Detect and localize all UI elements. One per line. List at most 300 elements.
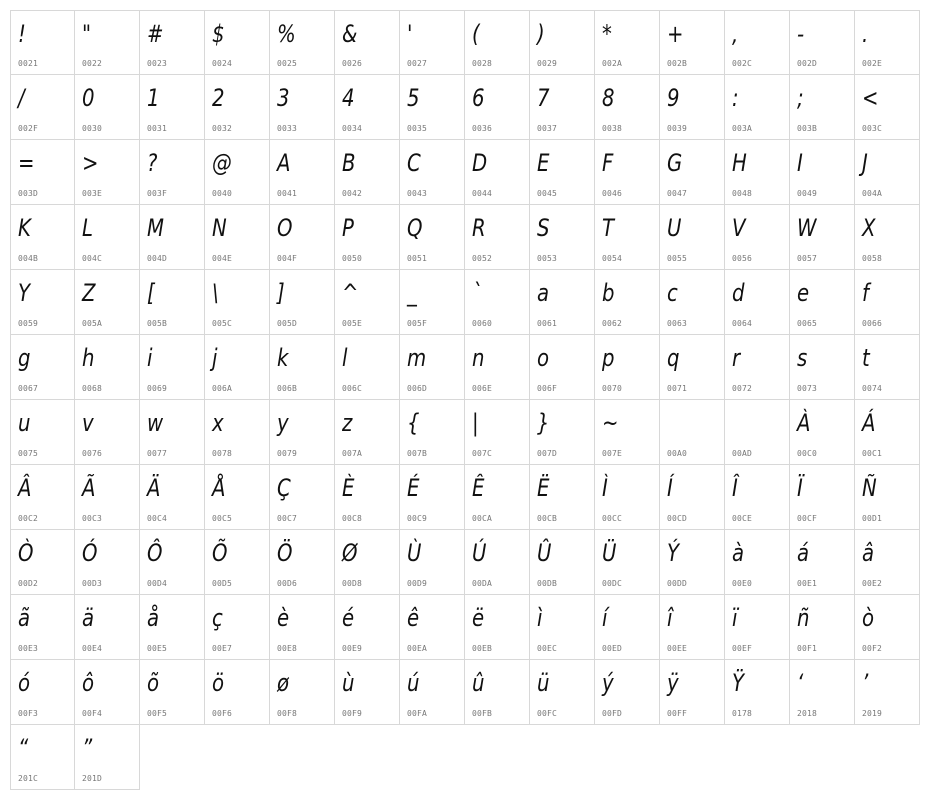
glyph-sample: # [147, 20, 164, 48]
glyph-cell [530, 75, 595, 140]
glyph-cell [465, 660, 530, 725]
glyph-sample: O [277, 214, 293, 242]
glyph-sample: } [537, 409, 550, 437]
glyph-codepoint: 0063 [667, 319, 688, 328]
glyph-cell [335, 530, 400, 595]
glyph-sample: ` [472, 279, 482, 307]
glyph-sample: T [602, 214, 615, 242]
glyph-sample: Ä [147, 474, 161, 502]
glyph-codepoint: 0040 [212, 189, 233, 198]
glyph-codepoint: 006D [407, 384, 428, 393]
glyph-cell [10, 465, 75, 530]
glyph-sample: Á [862, 409, 876, 437]
glyph-codepoint: 00FA [407, 709, 428, 718]
glyph-codepoint: 00C0 [797, 449, 818, 458]
glyph-codepoint: 0052 [472, 254, 493, 263]
glyph-sample: n [472, 344, 485, 372]
glyph-cell [725, 205, 790, 270]
glyph-codepoint: 00C8 [342, 514, 363, 523]
glyph-cell [595, 10, 660, 75]
glyph-sample: q [667, 344, 680, 372]
glyph-sample: õ [147, 669, 160, 697]
glyph-codepoint: 0066 [862, 319, 883, 328]
glyph-cell [530, 595, 595, 660]
glyph-cell [725, 530, 790, 595]
glyph-codepoint: 00F8 [277, 709, 298, 718]
glyph-cell [400, 400, 465, 465]
glyph-sample: x [212, 409, 224, 437]
glyph-codepoint: 005D [277, 319, 298, 328]
glyph-cell [660, 10, 725, 75]
glyph-codepoint: 002A [602, 59, 623, 68]
glyph-codepoint: 0076 [82, 449, 103, 458]
glyph-codepoint: 00C1 [862, 449, 883, 458]
glyph-sample: _ [407, 279, 417, 307]
glyph-cell [335, 205, 400, 270]
glyph-cell [660, 660, 725, 725]
glyph-sample: ö [212, 669, 225, 697]
glyph-cell [140, 465, 205, 530]
glyph-sample: o [537, 344, 550, 372]
glyph-sample: * [602, 20, 612, 48]
glyph-sample: Ú [472, 539, 487, 567]
glyph-codepoint: 00D1 [862, 514, 883, 523]
glyph-codepoint: 00F6 [212, 709, 233, 718]
glyph-sample: @ [212, 149, 232, 177]
glyph-codepoint: 004E [212, 254, 233, 263]
glyph-cell [10, 660, 75, 725]
glyph-sample: ü [537, 669, 550, 697]
glyph-cell [660, 400, 725, 465]
glyph-codepoint: 00D8 [342, 579, 363, 588]
glyph-codepoint: 0072 [732, 384, 753, 393]
glyph-codepoint: 0049 [797, 189, 818, 198]
glyph-codepoint: 00AD [732, 449, 753, 458]
glyph-sample: [ [147, 279, 155, 307]
glyph-sample: Ã [82, 474, 96, 502]
glyph-sample: ' [407, 20, 413, 48]
glyph-sample: h [82, 344, 95, 372]
glyph-sample: ; [797, 84, 804, 112]
glyph-sample: & [342, 20, 358, 48]
glyph-cell [75, 270, 140, 335]
glyph-sample: ý [602, 669, 614, 697]
glyph-sample: U [667, 214, 682, 242]
glyph-cell [335, 10, 400, 75]
glyph-cell [465, 75, 530, 140]
glyph-sample: ” [82, 734, 93, 762]
glyph-sample: : [732, 84, 739, 112]
glyph-codepoint: 00CA [472, 514, 493, 523]
glyph-codepoint: 0070 [602, 384, 623, 393]
glyph-cell [270, 530, 335, 595]
glyph-cell [75, 660, 140, 725]
glyph-sample: Ñ [862, 474, 877, 502]
glyph-cell [725, 400, 790, 465]
glyph-cell [725, 660, 790, 725]
glyph-cell [270, 660, 335, 725]
glyph-cell [335, 335, 400, 400]
glyph-sample: b [602, 279, 615, 307]
glyph-cell [335, 400, 400, 465]
glyph-sample: Å [212, 474, 226, 502]
glyph-codepoint: 0036 [472, 124, 493, 133]
glyph-sample: á [797, 539, 810, 567]
glyph-cell [10, 725, 75, 790]
glyph-cell [140, 400, 205, 465]
glyph-cell [140, 10, 205, 75]
glyph-codepoint: 00FD [602, 709, 623, 718]
glyph-sample: ó [18, 669, 31, 697]
glyph-sample: % [277, 20, 296, 48]
glyph-codepoint: 00EC [537, 644, 558, 653]
glyph-sample: F [602, 149, 614, 177]
glyph-sample: Õ [212, 539, 228, 567]
glyph-cell [530, 270, 595, 335]
glyph-sample: ø [277, 669, 290, 697]
glyph-cell [855, 335, 920, 400]
glyph-codepoint: 0024 [212, 59, 233, 68]
glyph-codepoint: 0056 [732, 254, 753, 263]
glyph-cell [400, 335, 465, 400]
glyph-cell [10, 335, 75, 400]
glyph-cell [855, 465, 920, 530]
glyph-cell [10, 400, 75, 465]
glyph-sample: f [862, 279, 869, 307]
glyph-codepoint: 00F9 [342, 709, 363, 718]
glyph-sample: ^ [342, 279, 359, 307]
glyph-sample: j [212, 344, 218, 372]
glyph-codepoint: 00CD [667, 514, 688, 523]
glyph-cell [595, 270, 660, 335]
glyph-cell [10, 530, 75, 595]
glyph-sample: \ [212, 279, 219, 307]
glyph-cell [790, 530, 855, 595]
glyph-sample: M [147, 214, 164, 242]
glyph-sample: 4 [342, 84, 355, 112]
glyph-codepoint: 0022 [82, 59, 103, 68]
glyph-sample: 0 [82, 84, 95, 112]
glyph-cell [790, 10, 855, 75]
glyph-codepoint: 00FB [472, 709, 493, 718]
glyph-sample: V [732, 214, 746, 242]
glyph-codepoint: 00E5 [147, 644, 168, 653]
glyph-codepoint: 003A [732, 124, 753, 133]
glyph-cell [140, 270, 205, 335]
glyph-codepoint: 0050 [342, 254, 363, 263]
glyph-cell [465, 205, 530, 270]
glyph-sample: Ò [18, 539, 34, 567]
glyph-cell [660, 530, 725, 595]
glyph-codepoint: 00FF [667, 709, 688, 718]
glyph-sample: p [602, 344, 615, 372]
glyph-codepoint: 00DC [602, 579, 623, 588]
glyph-sample: K [18, 214, 31, 242]
glyph-cell [335, 595, 400, 660]
glyph-sample: ù [342, 669, 355, 697]
glyph-cell [335, 270, 400, 335]
glyph-codepoint: 0026 [342, 59, 363, 68]
glyph-codepoint: 00E7 [212, 644, 233, 653]
glyph-sample: ’ [862, 669, 869, 697]
glyph-codepoint: 0178 [732, 709, 753, 718]
glyph-cell [530, 335, 595, 400]
glyph-cell [270, 400, 335, 465]
glyph-codepoint: 0055 [667, 254, 688, 263]
glyph-sample: s [797, 344, 808, 372]
glyph-cell [400, 205, 465, 270]
glyph-codepoint: 00C3 [82, 514, 103, 523]
glyph-codepoint: 007A [342, 449, 363, 458]
glyph-sample: ë [472, 604, 485, 632]
glyph-sample: è [277, 604, 290, 632]
glyph-cell [595, 140, 660, 205]
glyph-codepoint: 003C [862, 124, 883, 133]
glyph-sample: â [862, 539, 875, 567]
glyph-codepoint: 004D [147, 254, 168, 263]
glyph-cell [790, 595, 855, 660]
glyph-sample: Ô [147, 539, 163, 567]
glyph-grid [10, 10, 920, 790]
glyph-sample: ñ [797, 604, 810, 632]
glyph-cell [465, 10, 530, 75]
glyph-cell [270, 140, 335, 205]
glyph-cell [465, 335, 530, 400]
glyph-codepoint: 0073 [797, 384, 818, 393]
glyph-codepoint: 0051 [407, 254, 428, 263]
glyph-sample: 9 [667, 84, 680, 112]
glyph-sample: y [277, 409, 289, 437]
glyph-cell [790, 400, 855, 465]
glyph-codepoint: 005B [147, 319, 168, 328]
glyph-codepoint: 0060 [472, 319, 493, 328]
glyph-sample: Ý [667, 539, 680, 567]
glyph-sample: " [82, 20, 92, 48]
glyph-codepoint: 0047 [667, 189, 688, 198]
glyph-cell [270, 270, 335, 335]
glyph-cell [75, 465, 140, 530]
glyph-codepoint: 2018 [797, 709, 818, 718]
glyph-cell [855, 530, 920, 595]
glyph-cell [855, 140, 920, 205]
glyph-sample: < [862, 84, 879, 112]
glyph-cell [790, 75, 855, 140]
glyph-codepoint: 0061 [537, 319, 558, 328]
glyph-sample: d [732, 279, 745, 307]
glyph-codepoint: 00E1 [797, 579, 818, 588]
glyph-sample: Z [82, 279, 96, 307]
glyph-codepoint: 0035 [407, 124, 428, 133]
glyph-sample: 1 [147, 84, 160, 112]
glyph-cell [140, 660, 205, 725]
glyph-sample: É [407, 474, 420, 502]
glyph-cell [790, 270, 855, 335]
glyph-codepoint: 0043 [407, 189, 428, 198]
glyph-codepoint: 00E3 [18, 644, 39, 653]
glyph-sample: ï [732, 604, 738, 632]
glyph-sample: í [602, 604, 608, 632]
glyph-sample: ) [537, 20, 545, 48]
glyph-codepoint: 00E9 [342, 644, 363, 653]
glyph-codepoint: 0041 [277, 189, 298, 198]
glyph-cell [75, 10, 140, 75]
glyph-cell [75, 205, 140, 270]
glyph-codepoint: 00DD [667, 579, 688, 588]
glyph-sample: G [667, 149, 683, 177]
glyph-cell [400, 595, 465, 660]
glyph-sample: ! [18, 20, 26, 48]
glyph-cell [855, 75, 920, 140]
glyph-cell [530, 465, 595, 530]
glyph-cell [270, 335, 335, 400]
glyph-codepoint: 00C7 [277, 514, 298, 523]
glyph-codepoint: 0069 [147, 384, 168, 393]
glyph-sample: ? [147, 149, 158, 177]
glyph-cell [595, 660, 660, 725]
glyph-codepoint: 00F2 [862, 644, 883, 653]
glyph-cell [465, 530, 530, 595]
glyph-sample: { [407, 409, 420, 437]
glyph-codepoint: 0068 [82, 384, 103, 393]
glyph-codepoint: 005C [212, 319, 233, 328]
glyph-sample: Ÿ [732, 669, 745, 697]
glyph-cell [530, 400, 595, 465]
glyph-sample: “ [18, 734, 29, 762]
glyph-cell [10, 595, 75, 660]
glyph-cell [75, 335, 140, 400]
glyph-cell [75, 400, 140, 465]
glyph-codepoint: 00D9 [407, 579, 428, 588]
glyph-codepoint: 004A [862, 189, 883, 198]
glyph-sample: Ï [797, 474, 803, 502]
glyph-cell [75, 725, 140, 790]
glyph-codepoint: 0042 [342, 189, 363, 198]
glyph-codepoint: 0077 [147, 449, 168, 458]
glyph-cell [465, 465, 530, 530]
glyph-sample: / [18, 84, 25, 112]
glyph-codepoint: 00E0 [732, 579, 753, 588]
glyph-codepoint: 0046 [602, 189, 623, 198]
glyph-cell [400, 10, 465, 75]
glyph-cell [335, 140, 400, 205]
glyph-codepoint: 0057 [797, 254, 818, 263]
glyph-sample: L [82, 214, 93, 242]
glyph-codepoint: 00F1 [797, 644, 818, 653]
glyph-codepoint: 007C [472, 449, 493, 458]
glyph-sample: Â [18, 474, 32, 502]
glyph-codepoint: 0031 [147, 124, 168, 133]
glyph-codepoint: 00F4 [82, 709, 103, 718]
glyph-codepoint: 0027 [407, 59, 428, 68]
glyph-cell [205, 10, 270, 75]
glyph-cell [660, 465, 725, 530]
glyph-cell [725, 140, 790, 205]
glyph-sample: v [82, 409, 94, 437]
glyph-cell [75, 595, 140, 660]
glyph-sample: î [667, 604, 673, 632]
glyph-codepoint: 0079 [277, 449, 298, 458]
glyph-sample: Ê [472, 474, 485, 502]
glyph-codepoint: 0030 [82, 124, 103, 133]
glyph-sample: Ö [277, 539, 293, 567]
glyph-cell [400, 75, 465, 140]
glyph-sample: À [797, 409, 811, 437]
glyph-codepoint: 006B [277, 384, 298, 393]
glyph-cell [595, 465, 660, 530]
glyph-sample: é [342, 604, 355, 632]
glyph-codepoint: 0034 [342, 124, 363, 133]
glyph-sample: , [732, 20, 739, 48]
glyph-sample: ~ [602, 409, 619, 437]
glyph-sample: ä [82, 604, 95, 632]
glyph-sample: ç [212, 604, 223, 632]
glyph-cell [660, 205, 725, 270]
glyph-cell [205, 400, 270, 465]
glyph-cell [205, 660, 270, 725]
glyph-codepoint: 00DB [537, 579, 558, 588]
glyph-codepoint: 006E [472, 384, 493, 393]
glyph-sample: ô [82, 669, 95, 697]
glyph-codepoint: 007D [537, 449, 558, 458]
glyph-cell [140, 140, 205, 205]
glyph-codepoint: 00EE [667, 644, 688, 653]
glyph-codepoint: 00E2 [862, 579, 883, 588]
glyph-cell [140, 530, 205, 595]
glyph-codepoint: 004F [277, 254, 298, 263]
glyph-codepoint: 00D6 [277, 579, 298, 588]
glyph-sample: e [797, 279, 810, 307]
glyph-cell [790, 335, 855, 400]
glyph-sample: ú [407, 669, 420, 697]
glyph-cell [400, 270, 465, 335]
glyph-codepoint: 00CE [732, 514, 753, 523]
glyph-sample: a [537, 279, 550, 307]
glyph-codepoint: 00E8 [277, 644, 298, 653]
glyph-codepoint: 007B [407, 449, 428, 458]
glyph-sample: 5 [407, 84, 420, 112]
glyph-sample: à [732, 539, 745, 567]
glyph-cell [465, 270, 530, 335]
glyph-codepoint: 005F [407, 319, 428, 328]
glyph-codepoint: 0071 [667, 384, 688, 393]
glyph-sample: È [342, 474, 355, 502]
glyph-sample: Û [537, 539, 552, 567]
glyph-sample: 8 [602, 84, 615, 112]
glyph-sample: Ø [342, 539, 358, 567]
glyph-sample: - [797, 20, 805, 48]
glyph-codepoint: 003F [147, 189, 168, 198]
glyph-codepoint: 0038 [602, 124, 623, 133]
glyph-codepoint: 0074 [862, 384, 883, 393]
glyph-codepoint: 00F3 [18, 709, 39, 718]
glyph-sample: Í [667, 474, 673, 502]
glyph-cell [855, 400, 920, 465]
glyph-cell [855, 10, 920, 75]
glyph-sample: c [667, 279, 678, 307]
glyph-codepoint: 0045 [537, 189, 558, 198]
glyph-codepoint: 004C [82, 254, 103, 263]
glyph-sample: l [342, 344, 348, 372]
glyph-sample: P [342, 214, 354, 242]
glyph-cell [205, 75, 270, 140]
glyph-codepoint: 201D [82, 774, 103, 783]
glyph-codepoint: 0033 [277, 124, 298, 133]
glyph-cell [270, 75, 335, 140]
glyph-cell [465, 595, 530, 660]
glyph-sample: > [82, 149, 99, 177]
glyph-codepoint: 0059 [18, 319, 39, 328]
glyph-cell [75, 75, 140, 140]
